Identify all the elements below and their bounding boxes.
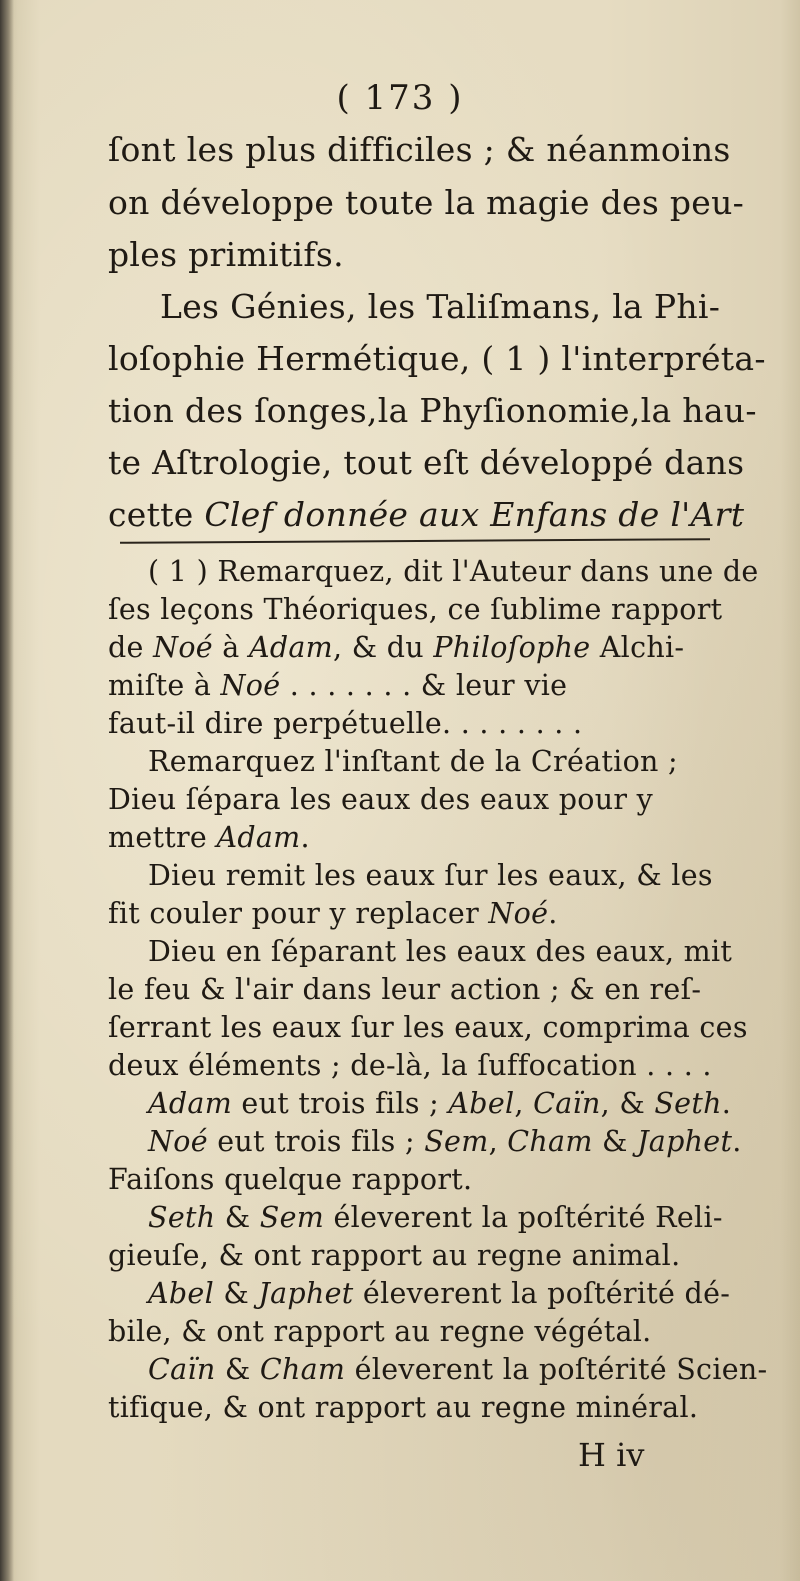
footnote-line: [148, 1087, 731, 1121]
main-line: loſophie Hermétique, ( 1 ) l'interpréta-: [108, 339, 766, 378]
footnote-line: [108, 631, 684, 665]
text-run-italic: Noé: [153, 631, 213, 664]
text-run-italic: Seth: [654, 1087, 722, 1120]
text-run: de: [108, 631, 154, 664]
text-run-italic: Noé: [220, 669, 281, 702]
text-run-italic: Caïn: [148, 1353, 216, 1386]
footnote-line: ſerrant les eaux ſur les eaux, comprima ces: [108, 1011, 748, 1044]
text-run: cette: [108, 495, 205, 534]
text-run: . . . . . . . & leur vie: [280, 669, 568, 702]
text-run-italic: Seth: [148, 1201, 216, 1234]
text-run: .: [548, 897, 558, 930]
text-run: .: [732, 1125, 742, 1158]
text-run-italic: Japhet: [637, 1125, 733, 1158]
text-run-italic: Cham: [507, 1125, 593, 1158]
text-run: .: [721, 1087, 732, 1120]
footnote-line: Dieu remit les eaux ſur les eaux, & les: [148, 859, 713, 892]
footnote-line: ( 1 ) Remarquez, dit l'Auteur dans une de: [148, 555, 759, 588]
text-run-italic: Cham: [259, 1353, 346, 1386]
text-run: eut trois fils ;: [232, 1087, 449, 1120]
text-run: mettre: [108, 821, 217, 854]
footnote-line: [148, 1201, 723, 1235]
text-run-italic: Noé: [148, 1125, 208, 1158]
text-run-italic: Japhet: [258, 1277, 354, 1310]
text-run-italic: Abel: [148, 1277, 215, 1310]
main-line: tion des ſonges,la Phyſionomie,la hau-: [108, 391, 757, 430]
main-line: te Aſtrologie, tout eſt développé dans: [108, 443, 745, 482]
footnote-line: Faiſons quelque rapport.: [108, 1163, 473, 1196]
text-run-italic: Abel: [448, 1087, 515, 1120]
text-run: &: [592, 1125, 638, 1158]
footnote-line: bile, & ont rapport au regne végétal.: [108, 1315, 652, 1348]
text-run: .: [300, 821, 310, 854]
text-run: miſte à: [108, 669, 221, 702]
footnote-line: tifique, & ont rapport au regne minéral.: [108, 1391, 699, 1424]
footnote-rule: [120, 538, 710, 544]
text-run: éleverent la poſtérité Reli-: [324, 1201, 723, 1234]
text-run: à: [212, 631, 249, 664]
main-line: ſont les plus difficiles ; & néanmoins: [108, 130, 731, 169]
signature-mark: H iv: [578, 1436, 645, 1474]
footnote-line: le feu & l'air dans leur action ; & en reſ-: [108, 973, 702, 1006]
footnote-line: deux éléments ; de-là, la ſuffocation . . . .: [108, 1049, 712, 1082]
footnote-line: [108, 897, 558, 931]
footnote-line: Remarquez l'inſtant de la Création ;: [148, 745, 678, 778]
text-run-italic: Sem: [259, 1201, 325, 1234]
text-run: éleverent la poſtérité Scien-: [345, 1353, 768, 1386]
page-gutter-shadow: [0, 0, 14, 1581]
text-run-italic: Noé: [488, 897, 549, 930]
text-run: , & du: [333, 631, 434, 664]
text-run: &: [215, 1353, 260, 1386]
main-line: ples primitifs.: [108, 235, 344, 274]
footnote-line: gieuſe, & ont rapport au regne animal.: [108, 1239, 681, 1272]
text-run-italic: Adam: [248, 631, 334, 664]
text-run: , &: [600, 1087, 655, 1120]
text-run-italic: Caïn: [533, 1087, 601, 1120]
footnote-line: [108, 821, 310, 855]
text-run: éleverent la poſtérité dé-: [353, 1277, 731, 1310]
text-run-italic: Philoſophe: [433, 631, 591, 664]
text-run: &: [214, 1277, 259, 1310]
text-run-italic: Adam: [148, 1087, 233, 1120]
text-run: ,: [514, 1087, 534, 1120]
text-run: eut trois fils ;: [207, 1125, 425, 1158]
text-run: Alchi-: [590, 631, 685, 664]
footnote-line: [108, 669, 567, 703]
main-line: [108, 495, 744, 535]
footnote-line: Dieu en ſéparant les eaux des eaux, mit: [148, 935, 733, 968]
text-run-italic: Sem: [424, 1125, 489, 1158]
text-run: fit couler pour y replacer: [108, 897, 489, 930]
footnote-line: Dieu ſépara les eaux des eaux pour y: [108, 783, 654, 816]
text-run: &: [215, 1201, 260, 1234]
main-line: Les Génies, les Taliſmans, la Phi-: [160, 287, 721, 326]
footnote-line: [148, 1277, 730, 1311]
footnote-line: faut-il dire perpétuelle. . . . . . . .: [108, 707, 583, 740]
text-run: ,: [488, 1125, 508, 1158]
page-number: ( 173 ): [336, 78, 464, 118]
text-run-italic: Clef donnée aux Enfans de l'Art: [204, 495, 745, 534]
footnote-line: [148, 1353, 768, 1387]
footnote-line: [148, 1125, 742, 1159]
text-run-italic: Adam: [216, 821, 301, 854]
footnote-line: ſes leçons Théoriques, ce ſublime rapport: [108, 593, 723, 626]
main-line: on développe toute la magie des peu-: [108, 183, 745, 222]
